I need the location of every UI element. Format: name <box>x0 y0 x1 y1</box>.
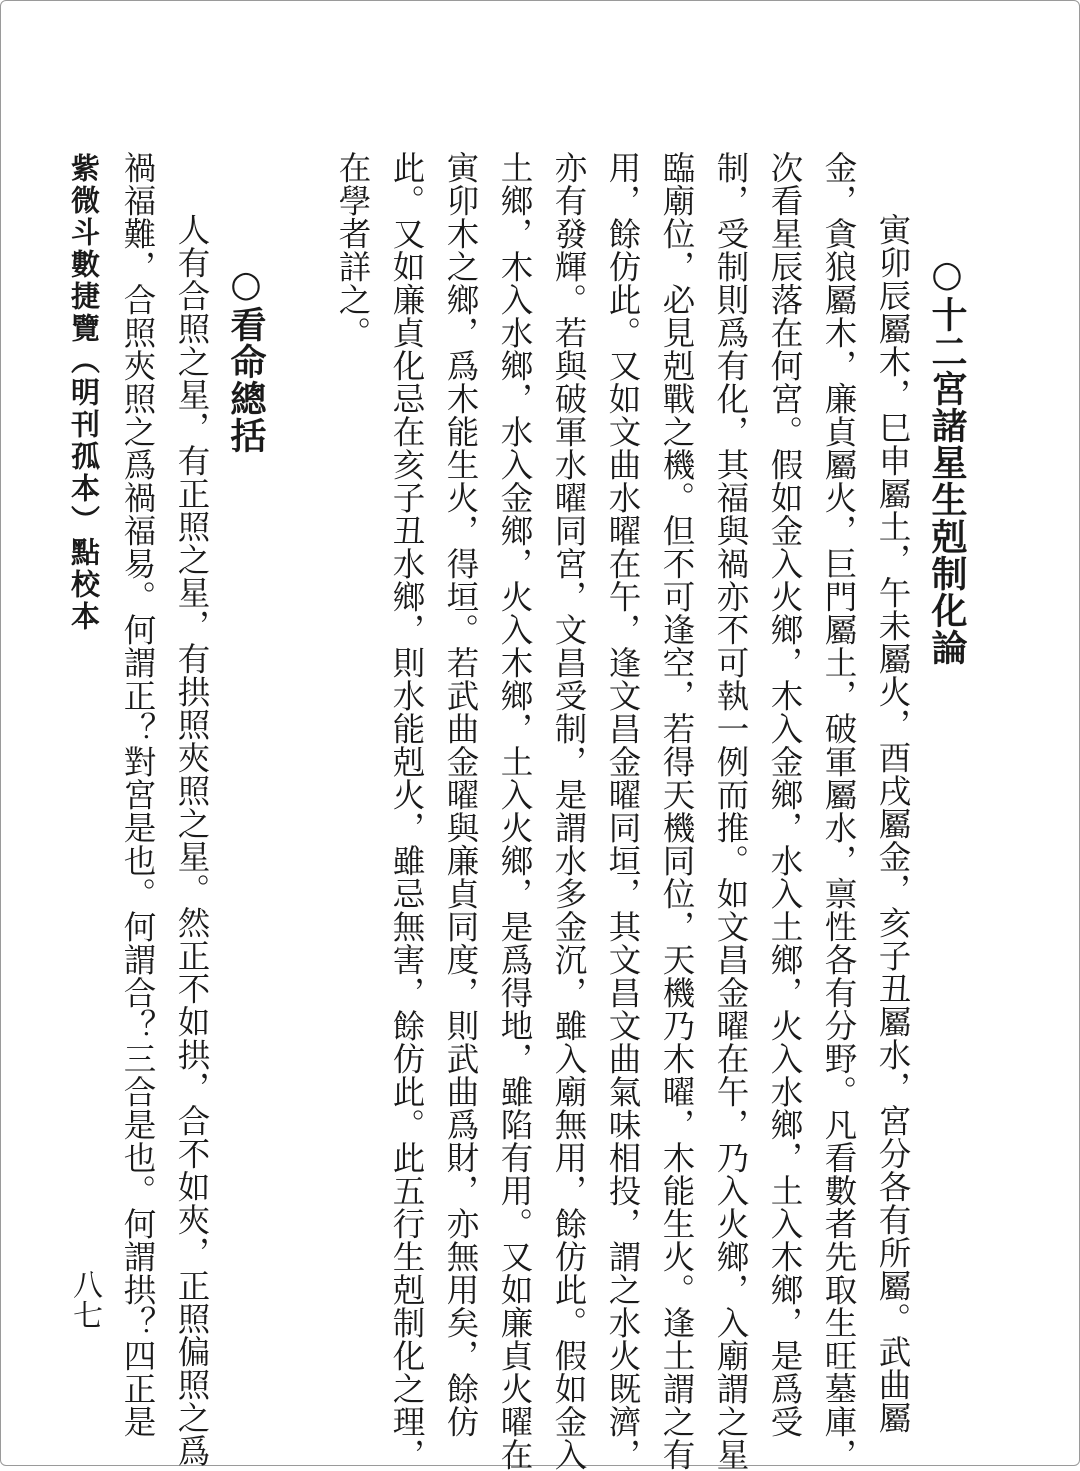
page-number: 八七 <box>67 1269 102 1330</box>
section-2-line: 禍福難，合照夾照之爲禍福易。何謂正？對宮是也。何謂合？三合是也。何謂拱？四正是 <box>119 151 157 1438</box>
running-title: 紫微斗數捷覽（明刊孤本）點校本 <box>67 153 101 633</box>
section-1-line: 亦有發輝。若與破軍水曜同宮，文昌受制，是謂水多金沉，雖入廟無用，餘仿此。假如金入 <box>550 151 588 1471</box>
section-1-line: 金，貪狼屬木，廉貞屬火，巨門屬土，破軍屬水，禀性各有分野。凡看數者先取生旺墓庫， <box>820 151 858 1471</box>
section-1-line: 土鄉，木入水鄉，水入金鄉，火入木鄉，土入火鄉，是爲得地，雖陷有用。又如廉貞火曜在 <box>496 151 534 1471</box>
section-1-line: 在學者詳之。 <box>334 151 372 349</box>
section-1-line: 臨廟位，必見剋戰之機。但不可逢空，若得天機同位，天機乃木曜，木能生火。逢土謂之有 <box>658 151 696 1471</box>
section-2-line: 人有合照之星，有正照之星，有拱照夾照之星。然正不如拱，合不如夾，正照偏照之爲 <box>173 213 211 1467</box>
section-1-line: 寅卯辰屬木，巳申屬土，午未屬火，酉戌屬金，亥子丑屬水，宮分各有所屬。武曲屬 <box>874 213 912 1434</box>
section-1-line: 寅卯木之鄉，爲木能生火，得垣。若武曲金曜與廉貞同度，則武曲爲財，亦無用矣，餘仿 <box>442 151 480 1438</box>
section-1-line: 制，受制則爲有化，其福與禍亦不可執一例而推。如文昌金曜在午，乃入火鄉，入廟謂之星 <box>712 151 750 1471</box>
section-1-line: 此。又如廉貞化忌在亥子丑水鄉，則水能剋火，雖忌無害，餘仿此。此五行生剋制化之理， <box>388 151 426 1471</box>
section-1-title: ○十二宮諸星生剋制化論 <box>926 253 968 666</box>
section-2-title: ○看命總括 <box>225 263 267 454</box>
section-1-line: 用，餘仿此。又如文曲水曜在午，逢文昌金曜同垣，其文昌文曲氣味相投，謂之水火既濟， <box>604 151 642 1471</box>
section-1-line: 次看星辰落在何宮。假如金入火鄉，木入金鄉，水入土鄉，火入水鄉，土入木鄉，是爲受 <box>766 151 804 1438</box>
